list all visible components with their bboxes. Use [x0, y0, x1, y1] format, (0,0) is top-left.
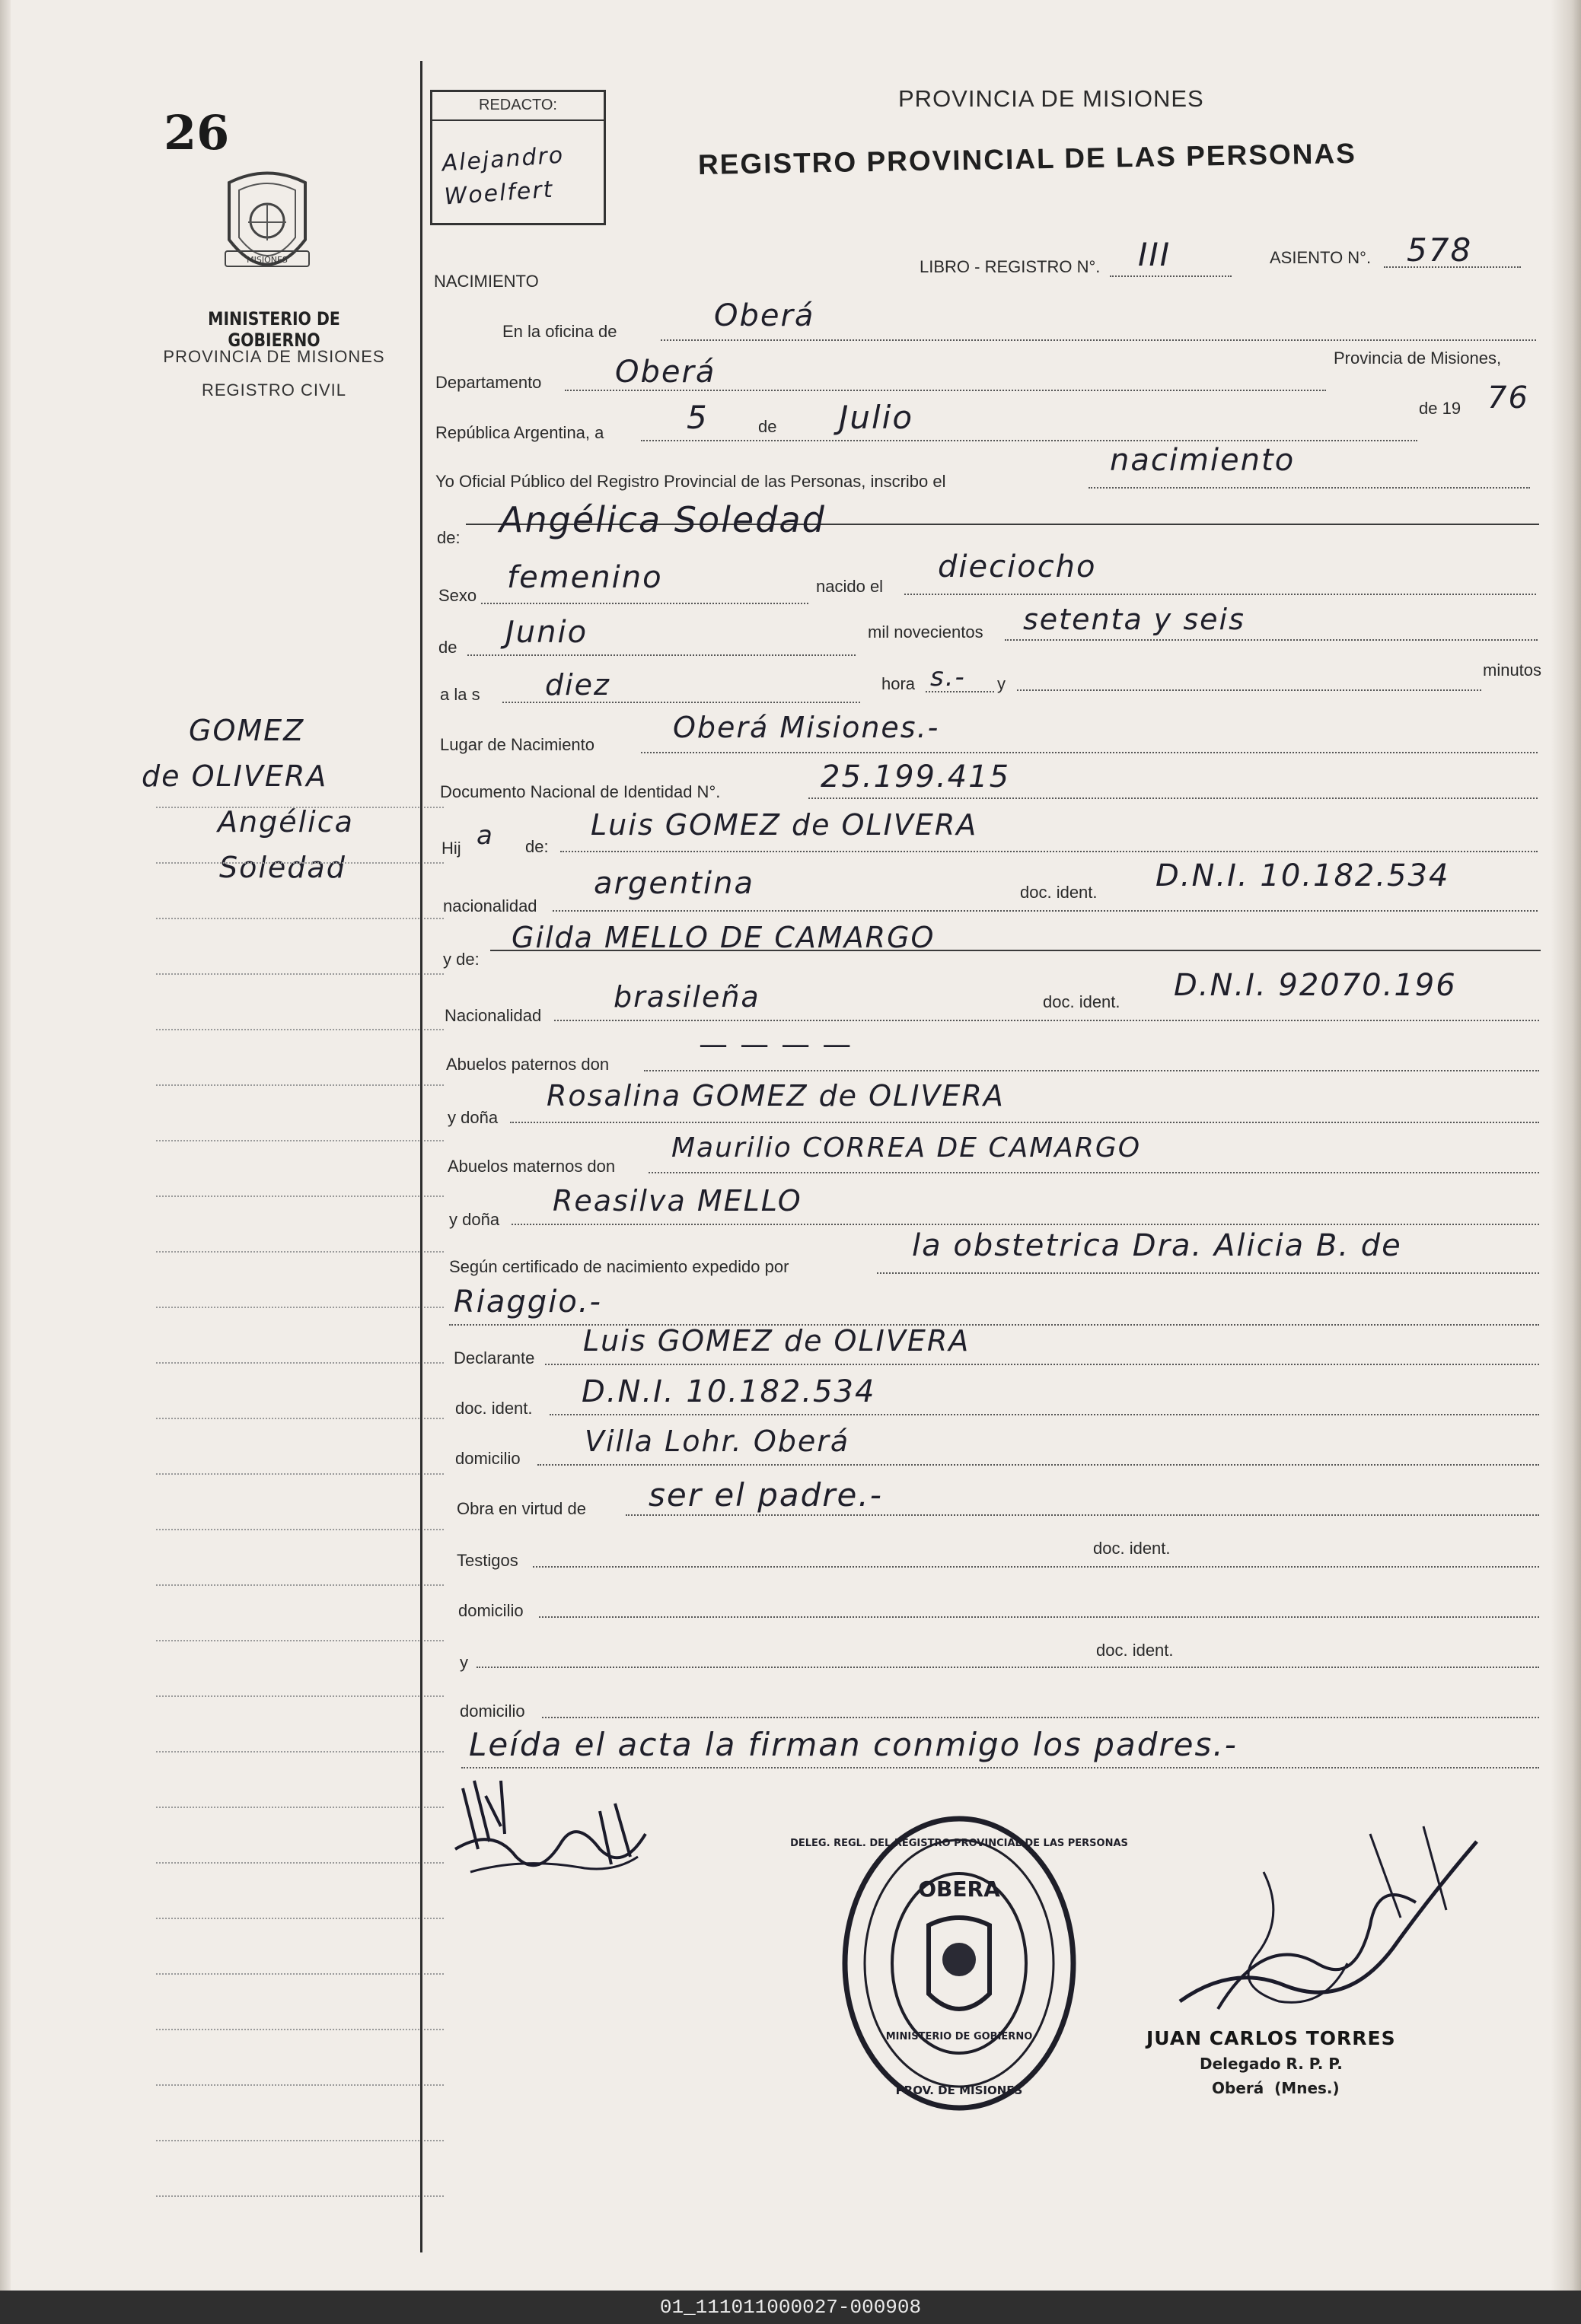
- margin-note-line: Angélica: [218, 805, 354, 839]
- svg-text:MISIONES: MISIONES: [247, 255, 288, 265]
- footer-id: 01_111011000027-000908: [0, 2291, 1581, 2324]
- doc1-label: doc. ident.: [1020, 883, 1098, 902]
- seal-outer: DELEG. REGL. DEL REGISTRO PROVINCIAL DE LAS PERSONAS: [790, 1838, 1128, 1849]
- official-seal: [790, 1811, 1128, 2115]
- alas-label: a la s: [440, 685, 480, 704]
- mil-label: mil novecientos: [868, 622, 983, 641]
- obra-label: Obra en virtud de: [457, 1499, 586, 1518]
- official-name: JUAN CARLOS TORRES: [1146, 2027, 1396, 2049]
- official-signature-icon: [1172, 1811, 1492, 2039]
- am-label: Abuelos maternos don: [448, 1157, 616, 1176]
- am-line: [649, 1172, 1539, 1173]
- ydona1-label: y doña: [448, 1108, 499, 1127]
- hora-value: s.-: [930, 662, 966, 692]
- margin-note-line: de OLIVERA: [142, 759, 328, 793]
- ap-value: — — — —: [699, 1027, 853, 1061]
- ydona1-value: Rosalina GOMEZ de OLIVERA: [547, 1079, 1005, 1113]
- am-value: Maurilio CORREA DE CAMARGO: [671, 1132, 1142, 1164]
- doc1-value: D.N.I. 10.182.534: [1155, 858, 1450, 893]
- y-label: y: [997, 674, 1006, 693]
- oficina-line: [661, 339, 1536, 341]
- sexo-line: [481, 603, 808, 604]
- nac2-label: Nacionalidad: [445, 1006, 542, 1025]
- dom-value: Villa Lohr. Oberá: [585, 1425, 850, 1458]
- nacido-line: [904, 594, 1536, 595]
- cert-line: [877, 1272, 1539, 1274]
- sexo-value: femenino: [507, 560, 663, 595]
- docd-label: doc. ident.: [455, 1399, 533, 1418]
- mes-nac-value: Junio: [505, 615, 588, 650]
- test-doc-label: doc. ident.: [1093, 1539, 1171, 1558]
- y2-doc-label: doc. ident.: [1096, 1641, 1174, 1660]
- header-province: PROVINCIA DE MISIONES: [898, 85, 1204, 112]
- madre-value: Gilda MELLO DE CAMARGO: [512, 921, 936, 954]
- lugar-line: [641, 752, 1538, 753]
- de-label: de: [758, 417, 777, 436]
- ydona2-line: [512, 1224, 1539, 1225]
- seal-inner: MINISTERIO DE GOBIERNO: [885, 2031, 1033, 2042]
- nacido-value: dieciocho: [938, 549, 1097, 584]
- redacto-box: [430, 90, 606, 225]
- dom3-line: [542, 1717, 1539, 1718]
- parent-signature-icon: [448, 1765, 653, 1895]
- de-anio-label: de 19: [1419, 399, 1461, 418]
- fecha-line: [641, 440, 1417, 441]
- dom-line: [537, 1464, 1539, 1466]
- y2-label: y: [460, 1653, 468, 1672]
- y2-line: [477, 1667, 1539, 1668]
- ap-label: Abuelos paternos don: [446, 1055, 610, 1074]
- minutos-label: minutos: [1483, 661, 1542, 680]
- header-title: REGISTRO PROVINCIAL DE LAS PERSONAS: [697, 137, 1357, 180]
- cert-value-1: la obstetrica Dra. Alicia B. de: [912, 1228, 1402, 1263]
- oficial-value: nacimiento: [1110, 443, 1296, 478]
- coat-of-arms-icon: [218, 167, 317, 289]
- ap-line: [644, 1070, 1539, 1071]
- oficina-value: Oberá: [714, 298, 815, 333]
- cert-value-2: Riaggio.-: [454, 1285, 602, 1320]
- lugar-label: Lugar de Nacimiento: [440, 735, 595, 754]
- margin-note-line: GOMEZ: [189, 714, 305, 747]
- dni-value: 25.199.415: [821, 759, 1011, 794]
- redacto-label: REDACTO:: [479, 97, 557, 113]
- ministry-registry: REGISTRO CIVIL: [201, 380, 347, 400]
- hij-de-label: de:: [525, 837, 549, 856]
- dom2-label: domicilio: [458, 1601, 524, 1620]
- asiento-value: 578: [1407, 231, 1473, 269]
- libro-value: III: [1138, 236, 1171, 273]
- doc2-label: doc. ident.: [1043, 992, 1120, 1011]
- nacido-label: nacido el: [816, 577, 884, 596]
- ministry-province: PROVINCIA DE MISIONES: [163, 347, 385, 366]
- nac1-label: nacionalidad: [443, 896, 537, 915]
- libro-label: LIBRO - REGISTRO N°.: [920, 257, 1101, 276]
- mil-value: setenta y seis: [1023, 603, 1245, 636]
- binding-edge: [0, 0, 11, 2291]
- obra-value: ser el padre.-: [649, 1476, 883, 1514]
- de-name-label: de:: [437, 528, 461, 547]
- page-edge: [1551, 0, 1581, 2291]
- closing-statement: Leída el acta la firman conmigo los padres.-: [469, 1726, 1238, 1763]
- alas-line: [502, 702, 860, 703]
- nac1-value: argentina: [594, 866, 754, 901]
- yde-label: y de:: [443, 950, 480, 969]
- dni-line: [808, 797, 1538, 799]
- docd-value: D.N.I. 10.182.534: [582, 1374, 876, 1409]
- cert-label: Según certificado de nacimiento expedido por: [449, 1257, 789, 1276]
- test-line: [533, 1566, 1539, 1568]
- name-value: Angélica Soledad: [499, 499, 826, 540]
- redacto-line: [432, 119, 604, 121]
- hij-value: a: [477, 820, 494, 851]
- sexo-label: Sexo: [438, 586, 477, 605]
- departamento-value: Oberá: [615, 355, 716, 390]
- margin-note-line: Soledad: [219, 851, 346, 884]
- dni-label: Documento Nacional de Identidad N°.: [440, 782, 721, 801]
- official-role: Delegado R. P. P.: [1200, 2055, 1343, 2073]
- official-place: Oberá (Mnes.): [1212, 2079, 1340, 2097]
- dom2-line: [539, 1616, 1539, 1618]
- lugar-value: Oberá Misiones.-: [673, 711, 940, 744]
- mes-value: Julio: [839, 399, 914, 436]
- departamento-label: Departamento: [435, 373, 542, 392]
- de2-label: de: [438, 638, 457, 657]
- ydona1-line: [510, 1122, 1539, 1123]
- padre-value: Luis GOMEZ de OLIVERA: [591, 808, 978, 842]
- seal-bottom: PROV. DE MISIONES: [895, 2084, 1023, 2097]
- oficina-label: En la oficina de: [502, 322, 617, 341]
- hij-label: Hij: [441, 839, 461, 858]
- page-number: 26: [164, 105, 230, 161]
- oficial-line: [1089, 487, 1530, 489]
- column-divider: [420, 61, 422, 2252]
- nac2-line: [554, 1020, 1539, 1021]
- departamento-line: [565, 390, 1326, 391]
- redacto-signature: Alejandro Woelfert: [441, 142, 566, 211]
- section-label: NACIMIENTO: [434, 272, 539, 291]
- hora-label: hora: [881, 674, 916, 693]
- test-label: Testigos: [457, 1551, 518, 1570]
- ministry-title: MINISTERIO DE GOBIERNO: [208, 308, 340, 351]
- ydona2-label: y doña: [449, 1210, 500, 1229]
- oficial-label: Yo Oficial Público del Registro Provincial de las Personas, inscribo el: [435, 472, 946, 491]
- obra-line: [626, 1514, 1539, 1516]
- nac2-value: brasileña: [614, 980, 760, 1014]
- doc2-value: D.N.I. 92070.196: [1174, 968, 1457, 1003]
- decl-value: Luis GOMEZ de OLIVERA: [583, 1324, 971, 1358]
- padre-line: [560, 851, 1538, 852]
- docd-line: [550, 1414, 1539, 1415]
- seal-city: OBERA: [918, 1877, 1000, 1902]
- libro-line: [1110, 275, 1232, 277]
- mes-nac-line: [467, 654, 856, 656]
- republica-label: República Argentina, a: [435, 423, 604, 442]
- decl-line: [545, 1364, 1539, 1365]
- dia-value: 5: [687, 399, 709, 436]
- asiento-label: ASIENTO N°.: [1270, 248, 1372, 267]
- dom3-label: domicilio: [460, 1702, 525, 1721]
- dom-label: domicilio: [455, 1449, 521, 1468]
- decl-label: Declarante: [454, 1348, 535, 1367]
- alas-value: diez: [545, 668, 611, 702]
- ydona2-value: Reasilva MELLO: [553, 1184, 802, 1218]
- anio-value: 76: [1487, 380, 1529, 415]
- nac1-line: [553, 910, 1538, 912]
- minutos-line: [1017, 689, 1481, 691]
- mil-line: [1005, 639, 1538, 641]
- provincia-label: Provincia de Misiones,: [1334, 349, 1502, 368]
